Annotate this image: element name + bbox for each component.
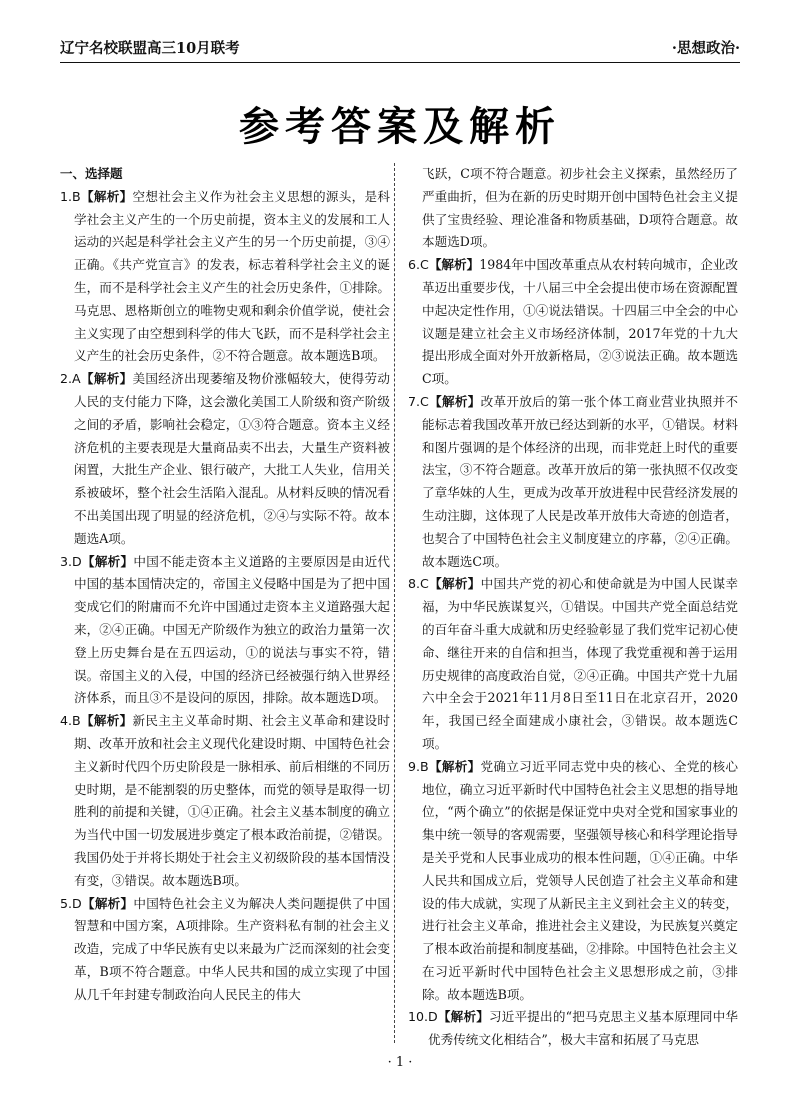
answer-item [408,163,738,254]
analysis-tag: 【解析】 [81,895,134,911]
analysis-tag: 【解析】 [428,576,481,592]
answer-item [408,254,738,391]
analysis-tag: 【解析】 [437,1009,489,1025]
answer-number: 3.D [60,553,82,569]
answer-text: 中国不能走资本主义道路的主要原因是由近代中国的基本国情决定的，帝国主义侵略中国是为了把中国变成它们的附庸而不允许中国通过走资本主义道路强大起来，②④正确。中国无产阶级作为独立的政治力量第一次登上历史舞台是在五四运动，①的说法与事实不符，错误。帝国主义的入侵，中国的经济已经被强行纳入世界经济体系，而且③不是设问的原因，排除。故本题选D项。 [74,553,391,706]
answer-number: 2.A [60,371,81,387]
answer-text: 空想社会主义作为社会主义思想的源头，是科学社会主义产生的一个历史前提，资本主义的发展和工人运动的兴起是科学社会主义产生的另一个历史前提，③④正确。《共产党宣言》的发表，标志着科学社会主义的诞生，而不是科学社会主义产生的社会历史条件，①排除。马克思、恩格斯创立的唯物史观和剩余价值学说，使社会主义实现了由空想到科学的伟大飞跃，而不是科学社会主义产生的社会历史条件，②不符合题意。故本题选B项。 [74,188,391,364]
answer-number: 7.C [408,393,429,409]
answer-item [408,756,738,1007]
answer-text: 新民主主义革命时期、社会主义革命和建设时期、改革开放和社会主义现代化建设时期、中国特色社会主义新时代四个历史阶段是一脉相承、前后相继的不同历史时期，是不能割裂的历史整体，而党的领导是取得一切胜利的前提和关键，①④正确。社会主义基本制度的确立为当代中国一切发展进步奠定了根本政治前提，②错误。我国仍处于并将长期处于社会主义初级阶段的基本国情没有变，③错误。故本题选B项。 [74,713,391,888]
answer-item [408,391,738,573]
answer-number: 10.D [408,1009,438,1025]
exam-name: 辽宁名校联盟高三10月联考 [60,40,240,57]
analysis-tag: 【解析】 [80,713,133,729]
left-column [60,163,390,1006]
answer-item [60,893,390,1007]
section-title: 一、选择题 [60,166,123,181]
column-divider [394,163,395,1043]
answer-text: 1984年中国改革重点从农村转向城市，企业改革迈出重要步伐，十八届三中全会提出使市场在资源配置中起决定性作用，①④说法错误。十四届三中全会的中心议题是建立社会主义市场经济体制，2017年党的十九大提出形成全面对外开放新格局，②③说法正确。故本题选C项。 [422,257,738,387]
answer-text: 习近平提出的“把马克思主义基本原理同中华优秀传统文化相结合”，极大丰富和拓展了马克思 [428,1009,738,1048]
answer-item [408,1006,738,1052]
answer-item [60,186,390,368]
analysis-tag: 【解析】 [428,257,480,273]
answer-number: 6.C [408,257,429,273]
answer-text: 中国共产党的初心和使命就是为中国人民谋幸福，为中华民族谋复兴，①错误。中国共产党全面总结党的百年奋斗重大成就和历史经验彰显了我们党牢记初心使命、继往开来的自信和担当，体现了我党重视和善于运用历史规律的高度政治自觉，②④正确。中国共产党十九届六中全会于2021年11月8日至11日在北京召开，2020年，我国已经全面建成小康社会，③错误。故本题选C项。 [422,576,739,751]
answer-text: 飞跃，C项不符合题意。初步社会主义探索，虽然经历了严重曲折，但为在新的历史时期开创中国特色社会主义提供了宝贵经验、理论准备和物质基础，D项符合题意。故本题选D项。 [422,166,738,250]
analysis-tag: 【解析】 [80,371,133,387]
answer-item [60,710,390,892]
answer-number: 5.D [60,895,82,911]
answer-text: 党确立习近平同志党中央的核心、全党的核心地位，确立习近平新时代中国特色社会主义思想的指导地位，“两个确立”的依据是保证党中央对全党和国家事业的集中统一领导的客观需要，坚强领导核心和科学理论指导是关乎党和人民事业成功的根本性问题，①④正确。中华人民共和国成立后，党领导人民创造了社会主义革命和建设的伟大成就，实现了从新民主主义到社会主义的转变，进行社会主义革命，推进社会主义建设，为民族复兴奠定了根本政治前提和制度基础，②排除。中国特色社会主义在习近平新时代中国特色社会主义思想形成之前，③排除。故本题选B项。 [422,758,739,1002]
answer-number: 8.C [408,576,429,592]
subject-name: ·思想政治· [671,40,740,57]
analysis-tag: 【解析】 [80,188,133,204]
answer-item [408,573,738,755]
analysis-tag: 【解析】 [428,393,481,409]
analysis-tag: 【解析】 [428,758,481,774]
answer-text: 改革开放后的第一张个体工商业营业执照并不能标志着我国改革开放已经达到新的水平，①错误。材料和图片强调的是个体经济的出现，而非党赶上时代的重要法宝，③不符合题意。改革开放后的第一张执照不仅改变了章华妹的人生，更成为改革开放进程中民营经济发展的生动注脚，这体现了人民是改革开放伟大奇迹的创造者，也契合了中国特色社会主义制度建立的序幕，②④正确。故本题选C项。 [422,393,739,569]
analysis-tag: 【解析】 [81,553,134,569]
page-header [60,28,740,63]
answer-number: 9.B [408,758,429,774]
right-column [408,163,738,1052]
answer-number: 4.B [60,713,81,729]
answer-item [60,551,390,711]
page-title: 参考答案及解析 [239,104,561,150]
answer-text: 美国经济出现萎缩及物价涨幅较大，使得劳动人民的支付能力下降，这会激化美国工人阶级和资产阶级之间的矛盾，影响社会稳定，①③符合题意。资本主义经济危机的主要表现是大量商品卖不出去，大量生产资料被闲置，大批生产企业、银行破产，大批工人失业，信用关系被破坏，整个社会生活陷入混乱。从材料反映的情况看不出美国出现了明显的经济危机，②④与实际不符。故本题选A项。 [74,371,391,546]
answer-text: 中国特色社会主义为解决人类问题提供了中国智慧和中国方案，A项排除。生产资料私有制的社会主义改造，完成了中华民族有史以来最为广泛而深刻的社会变革，B项不符合题意。中华人民共和国的成立实现了中国从几千年封建专制政治向人民民主的伟大 [74,895,391,1002]
page-number: · 1 · [387,1055,413,1070]
answer-item [60,368,390,550]
answer-number: 1.B [60,188,81,204]
